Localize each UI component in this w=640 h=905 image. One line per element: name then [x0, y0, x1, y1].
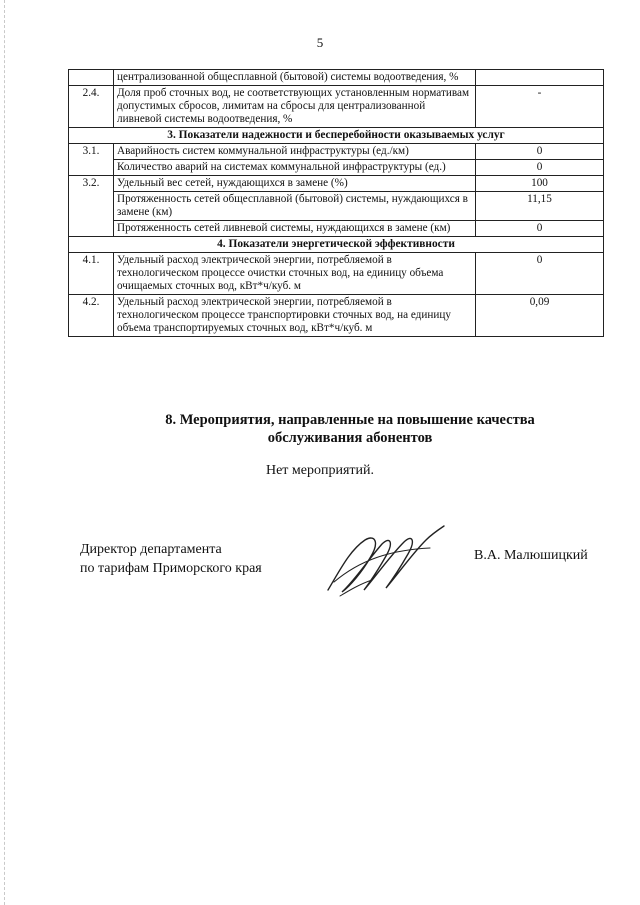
indicators-table [68, 69, 604, 337]
table-row [69, 253, 604, 295]
table-row [69, 86, 604, 128]
handwritten-signature [320, 520, 450, 600]
position-line: по тарифам Приморского края [80, 561, 262, 576]
page-edge [4, 0, 6, 905]
row-number: 3.2. [69, 176, 114, 237]
row-value: 11,15 [476, 192, 604, 221]
table-section-row [69, 128, 604, 144]
table-subrow [69, 221, 604, 237]
row-number: 4.1. [69, 253, 114, 295]
row-description: Количество аварий на системах коммунальной инфраструктуры (ед.) [114, 160, 476, 176]
table-subrow [69, 192, 604, 221]
row-value: - [476, 86, 604, 128]
table-row [69, 70, 604, 86]
row-number: 3.1. [69, 144, 114, 176]
row-description: Доля проб сточных вод, не соответствующих установленным нормативам допустимых сбросов, лимитам на сбросы для централизованной ливневой системы водоотведения, % [114, 86, 476, 128]
signatory-position [80, 540, 262, 578]
signatory-name: В.А. Малюшицкий [474, 548, 588, 563]
table-row [69, 295, 604, 337]
row-description: централизованной общесплавной (бытовой) системы водоотведения, % [114, 70, 476, 86]
row-value: 0 [476, 221, 604, 237]
row-description: Аварийность систем коммунальной инфраструктуры (ед./км) [114, 144, 476, 160]
table-section-row [69, 237, 604, 253]
table-row [69, 176, 604, 192]
section-heading-line: 8. Мероприятия, направленные на повышение качества [165, 412, 535, 428]
no-measures-note: Нет мероприятий. [265, 463, 375, 478]
section-heading [100, 411, 600, 447]
page-number: 5 [316, 35, 324, 50]
table-row [69, 144, 604, 160]
row-value: 0 [476, 144, 604, 160]
row-value [476, 70, 604, 86]
row-description: Удельный вес сетей, нуждающихся в замене (%) [114, 176, 476, 192]
row-value: 0,09 [476, 295, 604, 337]
row-description: Протяженность сетей общесплавной (бытовой) системы, нуждающихся в замене (км) [114, 192, 476, 221]
section-heading-line: обслуживания абонентов [267, 430, 433, 446]
row-description: Удельный расход электрической энергии, потребляемой в технологическом процессе очистки сточных вод, на единицу объема очищаемых сточных вод, кВт*ч/куб. м [114, 253, 476, 295]
row-value: 0 [476, 253, 604, 295]
row-value: 100 [476, 176, 604, 192]
section-title: 4. Показатели энергетической эффективности [69, 237, 604, 253]
row-number [69, 70, 114, 86]
table-subrow [69, 160, 604, 176]
row-description: Протяженность сетей ливневой системы, нуждающихся в замене (км) [114, 221, 476, 237]
position-line: Директор департамента [80, 542, 222, 557]
row-number: 4.2. [69, 295, 114, 337]
row-description: Удельный расход электрической энергии, потребляемой в технологическом процессе транспортировки сточных вод, на единицу объема транспортируемых сточных вод, кВт*ч/куб. м [114, 295, 476, 337]
row-number: 2.4. [69, 86, 114, 128]
section-title: 3. Показатели надежности и бесперебойности оказываемых услуг [69, 128, 604, 144]
row-value: 0 [476, 160, 604, 176]
